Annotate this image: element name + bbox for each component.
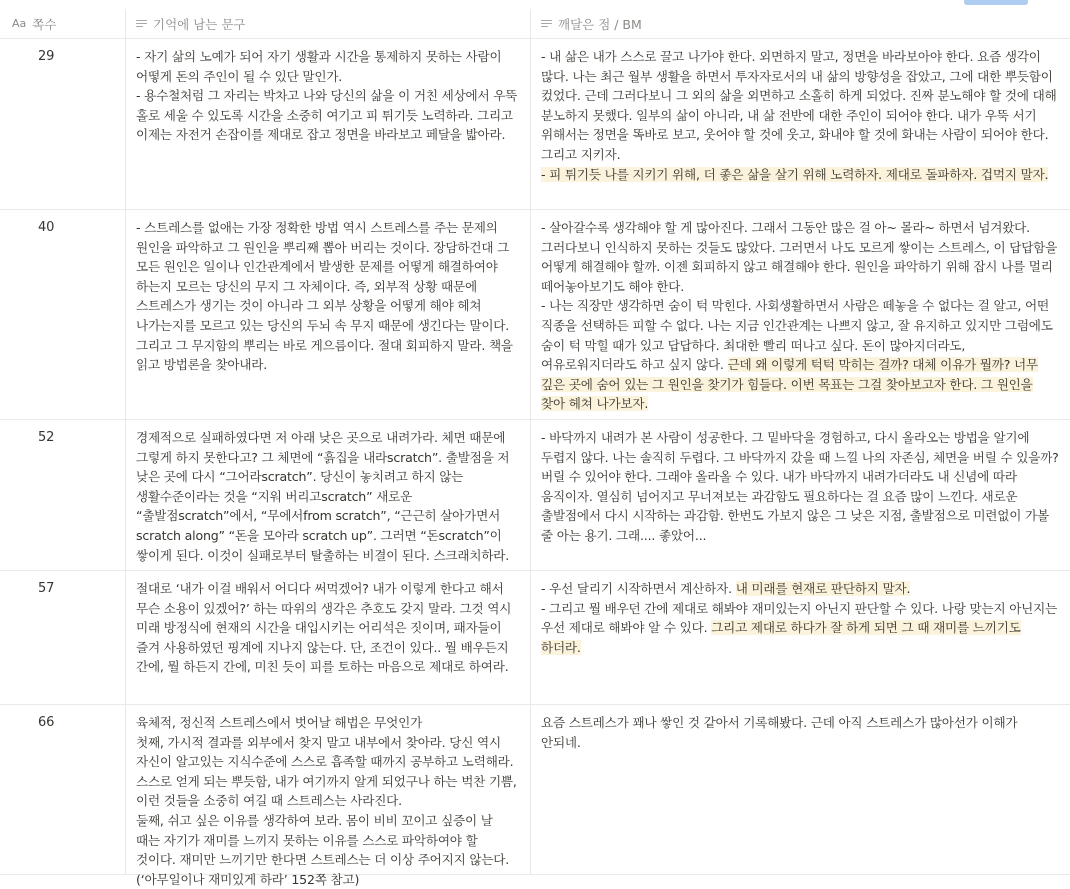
insight-paragraph [541, 165, 1060, 185]
insight-cell[interactable] [531, 705, 1070, 874]
quote-cell[interactable] [126, 210, 531, 419]
quote-paragraph: - 용수철처럼 그 자리는 박차고 나와 당신의 삶을 이 거친 세상에서 우뚝 홀로 세울 수 있도록 시간을 소중히 여기고 피 튀기듯 노력하라. 그리고 이제는 자전거 손잡이를 제대로 잡고 정면을 바라보고 페달을 밟아라. [136, 88, 518, 143]
page-number: 52 [38, 430, 55, 445]
quote-paragraph: 육체적, 정신적 스트레스에서 벗어날 해법은 무엇인가 [136, 715, 423, 730]
insight-text: - 내 삶은 내가 스스로 끌고 나가야 한다. 외면하지 말고, 정면을 바라보아야 한다. 요즘 생각이 많다. 나는 최근 월부 생활을 하면서 투자자로서의 내 삶의 방향성을 잡았고, 그에 대한 뿌듯함이 컸었다. 근데 그러다보니 그 외의 삶을 외면하고 소홀히 하게 되었다. 진짜 분노해야 할 것에 대해 분노하지 못했다. 일부의 삶이 아니라, 내 삶 전반에 대한 주인이 되어야 한다. 내가 우뚝 서기 위해서는 정면을 똑바로 보고, 웃어야 할 것에 웃고, 화내야 할 것에 화내는 사람이 되어야 한다. 그리고 지키자. [541, 49, 1057, 162]
insight-text: - 바닥까지 내려가 본 사람이 성공한다. 그 밑바닥을 경험하고, 다시 올라오는 방법을 알기에 두렵지 않다. 나는 솔직히 두렵다. 그 바닥까지 갔을 때 느낄 나의 자존심, 체면을 버릴 수 있을까? 버릴 수 있어야 한다. 그래야 올라올 수 있다. 내가 바닥까지 내려가더라도 내 신념에 따라 움직이자. 열심히 넘어지고 무너져보는 과감함도 필요하다는 걸 요즘 많이 느낀다. 새로운 출발점에서 다시 시작하는 과감함. 한번도 가보지 않은 그 낮은 지점, 출발점으로 미련없이 가볼 줄 아는 용기. 그래.... 좋았어... [541, 430, 1059, 543]
column-header-insight[interactable] [531, 9, 1070, 38]
column-header-page[interactable] [0, 9, 126, 38]
insight-cell[interactable] [531, 39, 1070, 209]
insight-paragraph [541, 428, 1060, 546]
table-row[interactable] [0, 39, 1070, 210]
quote-paragraph: 경제적으로 실패하였다면 저 아래 낮은 곳으로 내려가라. 체면 때문에 그렇게 하지 못한다고? 그 체면에 “흙집을 내라scratch”. 출발점을 저 낮은 곳에 다시 “그어라scratch”. 당신이 놓치려고 하지 않는 생활수준이라는 것을 “지워 버리고scratch” 새로운 “출발점scratch”에서, “무에서from scratch”, “근근히 살아가면서 scratch along” “돈을 모아라 scratch up”. 그러면 “돈scratch”이 쌓이게 된다. 이것이 실패로부터 탈출하는 비결이 된다. 스크래치하라. [136, 430, 510, 563]
insight-text: - 우선 달리기 시작하면서 계산하자. [541, 581, 736, 596]
page-number-cell[interactable] [0, 571, 126, 704]
insight-cell[interactable] [531, 420, 1070, 570]
lines-icon [136, 19, 147, 29]
insight-paragraph [541, 579, 1060, 599]
column-header-quote[interactable] [126, 9, 531, 38]
page-number: 40 [38, 220, 55, 235]
highlighted-text: 그리고 제대로 하다가 잘 하게 되면 그 때 재미를 느끼기도 하더라. [541, 620, 1021, 655]
quote-paragraph: - 자기 삶의 노예가 되어 자기 생활과 시간을 통제하지 못하는 사람이 어떻게 돈의 주인이 될 수 있단 말인가. [136, 49, 502, 84]
insight-cell[interactable] [531, 571, 1070, 704]
database-table [0, 9, 1070, 887]
quote-cell[interactable] [126, 420, 531, 570]
quote-paragraph: 절대로 ‘내가 이걸 배워서 어디다 써먹겠어? 내가 이렇게 한다고 해서 무슨 소용이 있겠어?’ 하는 따위의 생각은 추호도 갖지 말라. 그것 역시 미래 방정식에 현재의 시간을 대입시키는 어리석은 짓이며, 패자들이 즐겨 사용하였던 핑계에 지나지 않는다. 단, 조건이 있다.. 뭘 배우든지 간에, 뭘 하든지 간에, 미친 듯이 피를 토하는 마음으로 제대로 하여라. [136, 581, 512, 675]
lines-icon [541, 19, 552, 29]
insight-text: - 나는 직장만 생각하면 숨이 턱 막힌다. 사회생활하면서 사람은 떼놓을 수 없다는 걸 알고, 어떤 직종을 선택하든 피할 수 없다. 나는 지금 인간관계는 나쁘지 않고, 잘 유지하고 있지만 그럼에도 숨이 턱 막힐 때가 있고 답답하다. 최대한 빨리 떠나고 싶다. 돈이 많아지더라도, 여유로워지더라도 하고 싶지 않다. [541, 298, 1053, 373]
quote-paragraph: - 스트레스를 없애는 가장 정확한 방법 역시 스트레스를 주는 문제의 원인을 파악하고 그 원인을 뿌리째 뽑아 버리는 것이다. 장담하건대 그 모든 원인은 일이나 인간관계에서 발생한 문제를 어떻게 해결하여야 하는지 모르는 당신의 무지 그 자체이다. 즉, 외부적 상황 때문에 스트레스가 생기는 것이 아니라 그 외부 상황을 어떻게 해야 헤쳐 나가는지를 모르고 있는 당신의 두뇌 속 무지 때문에 생긴다는 말이다. 그리고 그 무지함의 뿌리는 바로 게으름이다. 절대 회피하지 말라. 책을 읽고 방법론을 찾아내라. [136, 220, 513, 373]
column-label: 깨달은 점 / BM [558, 16, 642, 32]
quote-cell[interactable] [126, 705, 531, 887]
insight-text: 요즘 스트레스가 꽤나 쌓인 것 같아서 기록해봤다. 근데 아직 스트레스가 많아선가 이해가 안되네. [541, 715, 1018, 750]
quote-paragraph: 둘째, 쉬고 싶은 이유를 생각하여 보라. 몸이 비비 꼬이고 싶증이 날 때는 자기가 재미를 느끼지 못하는 이유를 스스로 파악하여야 할 것이다. 재미만 느끼기만 한다면 스트레스는 더 이상 주어지지 않는다.(‘아무일이나 재미있게 하라’ 152쪽 참고) [136, 812, 510, 887]
page-number-cell[interactable] [0, 210, 126, 419]
insight-text: - 그리고 뭘 배우던 간에 제대로 해봐야 재미있는지 아닌지 판단할 수 있다. 나랑 맞는지 아닌지는 우선 제대로 해봐야 알 수 있다. [541, 600, 1058, 636]
insight-paragraph [541, 47, 1060, 165]
insight-paragraph [541, 599, 1060, 658]
page-number: 66 [38, 715, 55, 730]
insight-paragraph [541, 218, 1060, 296]
quote-cell[interactable] [126, 39, 531, 209]
insight-text: - 살아갈수록 생각해야 할 게 많아진다. 그래서 그동안 많은 걸 아~ 몰라~ 하면서 넘겨왔다. 그러다보니 인식하지 못하는 것들도 많았다. 그러면서 나도 모르게 쌓이는 스트레스, 이 답답함을 어떻게 해결해야 할까. 이젠 회피하지 않고 해결해야 한다. 원인을 파악하기 위해 잡시 나를 멀리 떼어놓아보기도 해야 한다. [541, 220, 1058, 294]
table-row[interactable] [0, 571, 1070, 705]
page-number-cell[interactable] [0, 420, 126, 570]
column-label: 쪽수 [32, 16, 57, 32]
table-row[interactable] [0, 210, 1070, 420]
insight-paragraph [541, 296, 1060, 414]
highlighted-text: 내 미래를 현재로 판단하지 말자. [735, 581, 911, 596]
table-row[interactable] [0, 420, 1070, 571]
table-body [0, 39, 1070, 887]
quote-paragraph: 첫째, 가시적 결과를 외부에서 찾지 말고 내부에서 찾아라. 당신 역시 자신이 알고있는 지식수준에 스스로 흡족할 때까지 공부하고 노력해라. 스스로 얻게 되는 뿌듯함, 내가 여기까지 알게 되었구나 하는 벅찬 기쁨, 이런 것들을 소중히 여길 때 스트레스는 사라진다. [136, 734, 517, 809]
text-type-icon: Aa [12, 17, 27, 30]
page-number-cell[interactable] [0, 705, 126, 874]
highlighted-text: 근데 왜 이렇게 턱턱 막히는 걸까? 대체 이유가 뭘까? 너무 깊은 곳에 숨어 있는 그 원인을 찾기가 힘들다. 이번 목표는 그걸 찾아보고자 한다. 그 원인을 찾아 헤쳐 나가보자. [541, 357, 1038, 412]
insight-text: - 피 튀기듯 나를 지키기 위해, 더 좋은 삶을 살기 위해 노력하자. 제대로 돌파하자. 겁먹지 말자. [541, 166, 1049, 182]
insight-paragraph [541, 713, 1060, 752]
page-number: 29 [38, 49, 55, 64]
column-label: 기억에 남는 문구 [153, 16, 246, 32]
table-header [0, 9, 1070, 39]
top-action-button[interactable] [964, 0, 1028, 5]
page-number: 57 [38, 581, 55, 596]
insight-cell[interactable] [531, 210, 1070, 419]
quote-cell[interactable] [126, 571, 531, 704]
table-row[interactable] [0, 705, 1070, 887]
page-number-cell[interactable] [0, 39, 126, 209]
